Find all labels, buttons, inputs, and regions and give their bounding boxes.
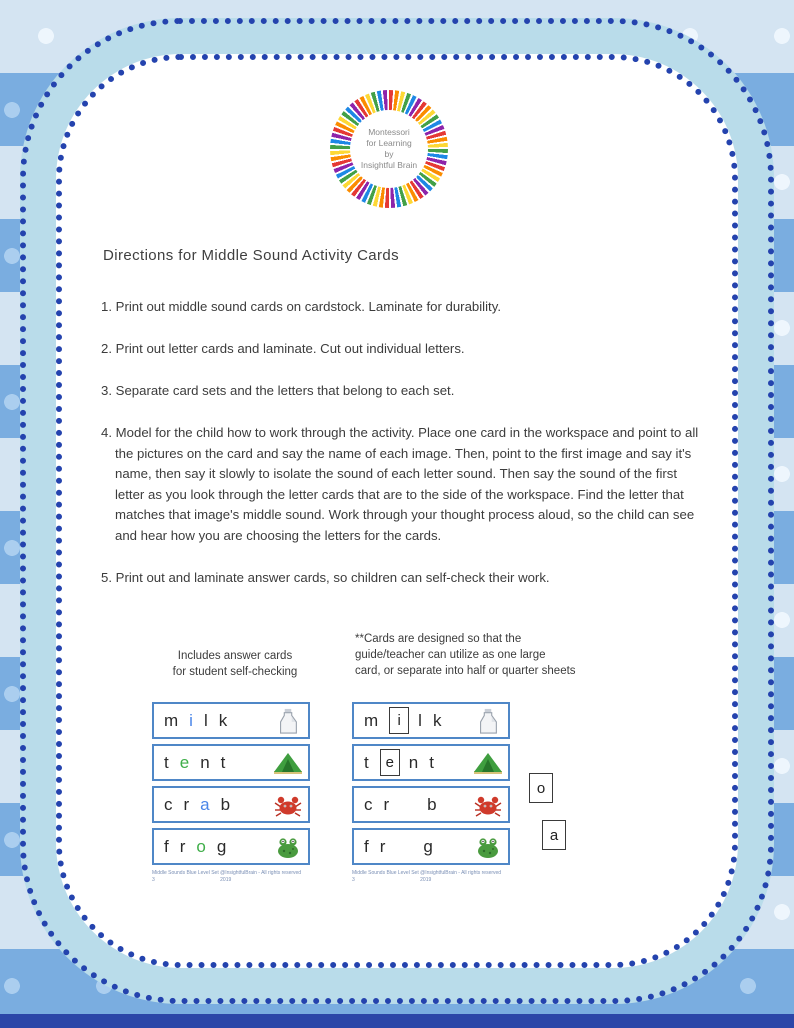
sheet-footer-left: Middle Sounds Blue Level Set 3: [352, 870, 419, 883]
pencil-ring-icon: [330, 90, 448, 208]
tent-image: [273, 750, 303, 776]
milk-jug-image: [473, 708, 503, 734]
logo-line: for Learning: [366, 137, 412, 148]
caption-line: for student self-checking: [172, 666, 298, 678]
frog-image: [273, 834, 303, 860]
directions-list: [101, 297, 701, 610]
card-letter-vowel: i: [189, 710, 193, 730]
answer-card-stack: [152, 702, 310, 884]
direction-item-3: 3. Separate card sets and the letters that belong to each set.: [101, 383, 455, 398]
frog-image: [473, 834, 503, 860]
caption-line: guide/teacher can utilize as one large: [355, 649, 546, 661]
logo-line: Insightful Brain: [360, 160, 418, 171]
logo-line: Montessori: [368, 126, 410, 137]
letter-tile-i: i: [389, 707, 409, 734]
word-card-crab-answer: [152, 786, 310, 823]
card-letter: b: [427, 794, 437, 814]
word-card-crab-work: [352, 786, 510, 823]
card-letter: n: [408, 752, 419, 772]
card-letter: r: [179, 836, 186, 856]
caption-line: Includes answer cards: [177, 650, 293, 662]
card-letter: t: [220, 752, 226, 772]
card-letter: m: [364, 710, 379, 730]
card-letter: t: [364, 752, 369, 772]
card-letter: t: [429, 752, 434, 772]
direction-item-2: 2. Print out letter cards and laminate. Cut out individual letters.: [101, 341, 465, 356]
card-letter: b: [220, 794, 231, 814]
caption-answer-cards: [148, 648, 322, 680]
crab-image: [473, 792, 503, 818]
loose-tile-o: o: [529, 773, 553, 803]
card-letter: c: [164, 794, 173, 814]
card-letter: c: [364, 794, 373, 814]
card-letter: f: [364, 836, 369, 856]
card-letter: t: [164, 752, 169, 772]
word-card-milk-answer: [152, 702, 310, 739]
crab-image: [273, 792, 303, 818]
sheet-footer-right: @InsightfulBrain - All rights reserved 2019: [420, 870, 502, 883]
card-letter: n: [200, 752, 210, 772]
caption-card-design: [355, 631, 585, 679]
card-letter: g: [216, 836, 227, 856]
letter-tile-e: e: [380, 749, 400, 776]
word-card-frog-work: [352, 828, 510, 865]
card-letter: r: [183, 794, 190, 814]
card-letter-vowel: o: [196, 836, 206, 856]
card-letter-vowel: e: [179, 752, 190, 772]
sheet-footer: [352, 870, 510, 884]
card-letter: r: [379, 836, 386, 856]
word-card-tent-answer: [152, 744, 310, 781]
direction-item-4: 4. Model for the child how to work through the activity. Place one card in the workspace and point to all the pictures on the card and say the name of each image. Then, point to the first image and say it's name, then say it slowly to isolate the sound of each letter sound. Then say the sound of the first letter as you look through the letter cards that are to the side of the workspace. Find the letter that matches that image's middle sound. Work through your thought process aloud, so the child can see and hear how you are choosing the letters for the cards.: [101, 425, 699, 543]
word-card-milk-work: [352, 702, 510, 739]
tent-image: [473, 750, 503, 776]
card-letter: l: [418, 710, 422, 730]
card-letter-vowel: a: [200, 794, 210, 814]
word-card-tent-work: [352, 744, 510, 781]
card-letter: k: [218, 710, 228, 730]
logo-line: by: [384, 149, 394, 159]
card-letter: l: [203, 710, 208, 730]
card-letter: f: [164, 836, 169, 856]
milk-jug-image: [273, 708, 303, 734]
sheet-footer-left: Middle Sounds Blue Level Set 3: [152, 870, 219, 883]
sheet-footer-right: @InsightfulBrain - All rights reserved 2019: [220, 870, 302, 883]
direction-item-1: 1. Print out middle sound cards on cardstock. Laminate for durability.: [101, 299, 501, 314]
logo: [330, 90, 448, 208]
logo-text: [350, 110, 428, 188]
card-letter: r: [383, 794, 390, 814]
caption-line: card, or separate into half or quarter sheets: [355, 665, 576, 677]
work-card-stack: [352, 702, 510, 884]
card-letter: k: [432, 710, 442, 730]
card-letter: g: [423, 836, 433, 856]
direction-item-5: 5. Print out and laminate answer cards, so children can self-check their work.: [101, 569, 550, 585]
word-card-frog-answer: [152, 828, 310, 865]
caption-line: **Cards are designed so that the: [355, 633, 522, 645]
loose-tile-a: a: [542, 820, 566, 850]
card-letter: m: [164, 710, 179, 730]
sheet-footer: [152, 870, 310, 884]
page-title: Directions for Middle Sound Activity Cards: [103, 247, 400, 264]
